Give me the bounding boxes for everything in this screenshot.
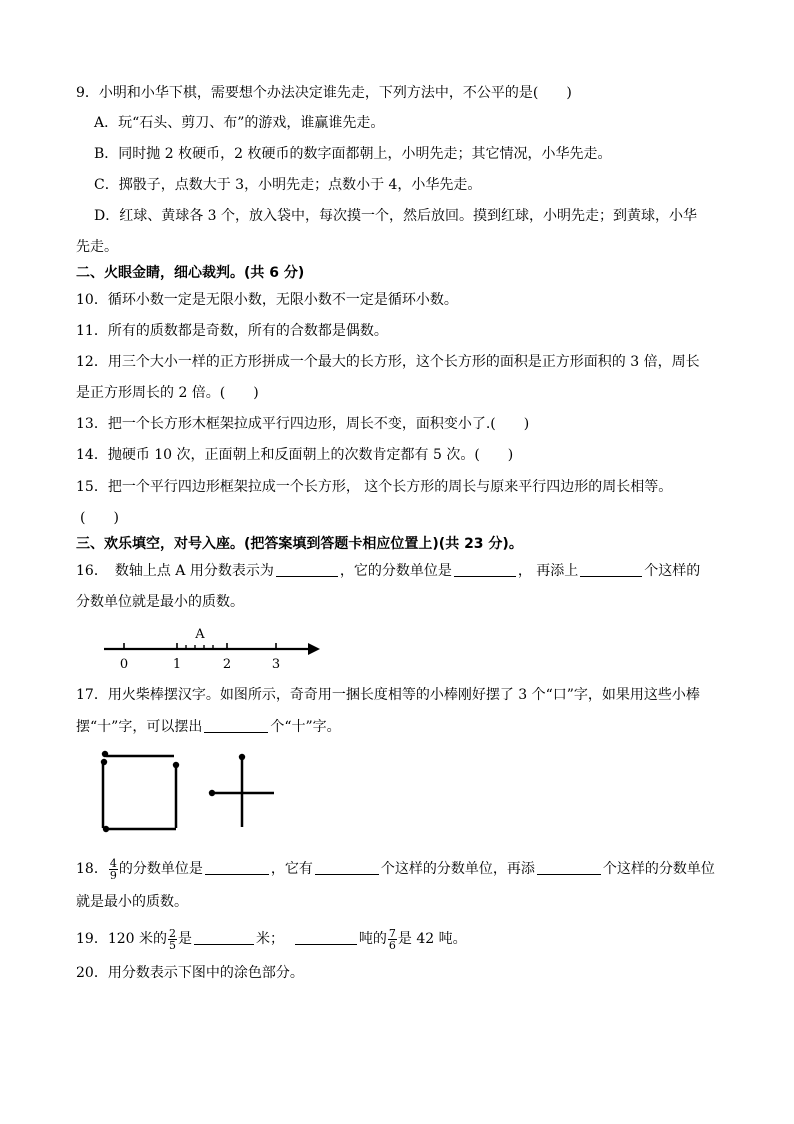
q9-stem: 9．小明和小华下棋，需要想个办法决定谁先走，下列方法中，不公平的是( ) <box>76 85 572 101</box>
q19-frac1-num: 2 <box>169 926 176 940</box>
q19-frac2-den: 6 <box>388 938 396 952</box>
q12-cont: 是正方形周长的 2 倍。( ) <box>76 385 259 401</box>
q15-cont: ( ) <box>80 510 119 526</box>
q16-blank-3[interactable] <box>580 562 642 577</box>
number-line-arrow-icon <box>308 643 320 655</box>
tick-label-0: 0 <box>119 657 129 672</box>
q18-frac-num: 4 <box>109 856 117 870</box>
q15: 15．把一个平行四边形框架拉成一个长方形， 这个长方形的周长与原来平行四边形的周长相等。 <box>76 479 673 495</box>
tick-label-2: 2 <box>222 657 232 672</box>
matchstick-figure <box>96 748 286 838</box>
q19-frac2-num: 7 <box>388 926 396 940</box>
q14: 14．抛硬币 10 次，正面朝上和反面朝上的次数肯定都有 5 次。( ) <box>76 447 514 463</box>
section2-heading: 二、火眼金睛，细心裁判。(共 6 分) <box>76 265 305 281</box>
q9-option-d-cont: 先走。 <box>76 239 118 255</box>
q16-text-1: 16． 数轴上点 A 用分数表示为 <box>76 563 274 579</box>
q19-text-4: 吨的 <box>358 931 387 947</box>
q16-text-3: ， 再添上 <box>517 563 579 579</box>
q18-text-1: 的分数单位是 <box>118 861 203 877</box>
q18-text-3: 个这样的分数单位，再添 <box>380 861 535 877</box>
tick-label-3: 3 <box>271 657 281 672</box>
point-a-label: A <box>195 627 205 642</box>
q18-fraction <box>109 858 118 881</box>
q9-option-d: D．红球、黄球各 3 个，放入袋中，每次摸一个，然后放回。摸到红球，小明先走；到黄球，小华 <box>94 208 698 224</box>
q17: 17．用火柴棒摆汉字。如图所示，奇奇用一捆长度相等的小棒刚好摆了 3 个“口”字，如果用这些小棒 <box>76 687 700 703</box>
q9-option-b: B．同时抛 2 枚硬币，2 枚硬币的数字面都朝上，小明先走；其它情况，小华先走。 <box>94 146 612 162</box>
tick-label-1: 1 <box>172 657 182 672</box>
q16-blank-1[interactable] <box>276 562 338 577</box>
q18-text-2: ，它有 <box>270 861 313 877</box>
q19-blank-1[interactable] <box>194 930 254 945</box>
q16-blank-2[interactable] <box>454 562 516 577</box>
q11: 11．所有的质数都是奇数，所有的合数都是偶数。 <box>76 323 388 339</box>
q18-prefix: 18． <box>76 861 108 877</box>
q19 <box>76 926 467 952</box>
q9-option-a: A．玩“石头、剪刀、布”的游戏，谁赢谁先走。 <box>94 115 385 131</box>
q19-text-2: 是 <box>178 931 192 947</box>
q18-cont: 就是最小的质数。 <box>76 894 188 910</box>
q19-text-3: 米； <box>256 931 284 947</box>
matchstick-cross-icon <box>209 754 274 827</box>
q19-fraction-2 <box>388 928 397 951</box>
q10: 10．循环小数一定是无限小数，无限小数不一定是循环小数。 <box>76 292 458 308</box>
q19-blank-2[interactable] <box>295 930 357 945</box>
q19-fraction-1 <box>168 928 177 951</box>
q16-text-4: 个这样的 <box>644 563 701 579</box>
q18-blank-2[interactable] <box>315 860 379 875</box>
q19-text-1: 19．120 米的 <box>76 931 167 947</box>
q18-frac-den: 9 <box>109 868 117 882</box>
q13: 13．把一个长方形木框架拉成平行四边形，周长不变，面积变小了.( ) <box>76 416 530 432</box>
q18-blank-3[interactable] <box>537 860 601 875</box>
q18 <box>76 856 715 882</box>
q17-text-1: 摆“十”字，可以摆出 <box>76 719 203 735</box>
q17-text-2: 个“十”字。 <box>270 719 341 735</box>
q17-cont <box>76 718 341 736</box>
q18-text-4: 个这样的分数单位 <box>602 861 715 877</box>
q20: 20．用分数表示下图中的涂色部分。 <box>76 965 304 981</box>
q16-text-2: ，它的分数单位是 <box>339 563 452 579</box>
matchstick-square-icon <box>101 751 179 832</box>
q12: 12．用三个大小一样的正方形拼成一个最大的长方形，这个长方形的面积是正方形面积的 3 倍，周长 <box>76 354 700 370</box>
section3-heading: 三、欢乐填空，对号入座。(把答案填到答题卡相应位置上)(共 23 分)。 <box>76 536 523 552</box>
q16 <box>76 562 700 580</box>
q19-frac1-den: 5 <box>169 938 176 952</box>
number-line-figure <box>100 624 330 674</box>
q18-blank-1[interactable] <box>205 860 269 875</box>
q9-option-c: C．掷骰子，点数大于 3，小明先走；点数小于 4，小华先走。 <box>94 177 482 193</box>
q17-blank[interactable] <box>204 718 268 733</box>
q19-text-5: 是 42 吨。 <box>397 931 467 947</box>
q16-cont: 分数单位就是最小的质数。 <box>76 594 244 610</box>
